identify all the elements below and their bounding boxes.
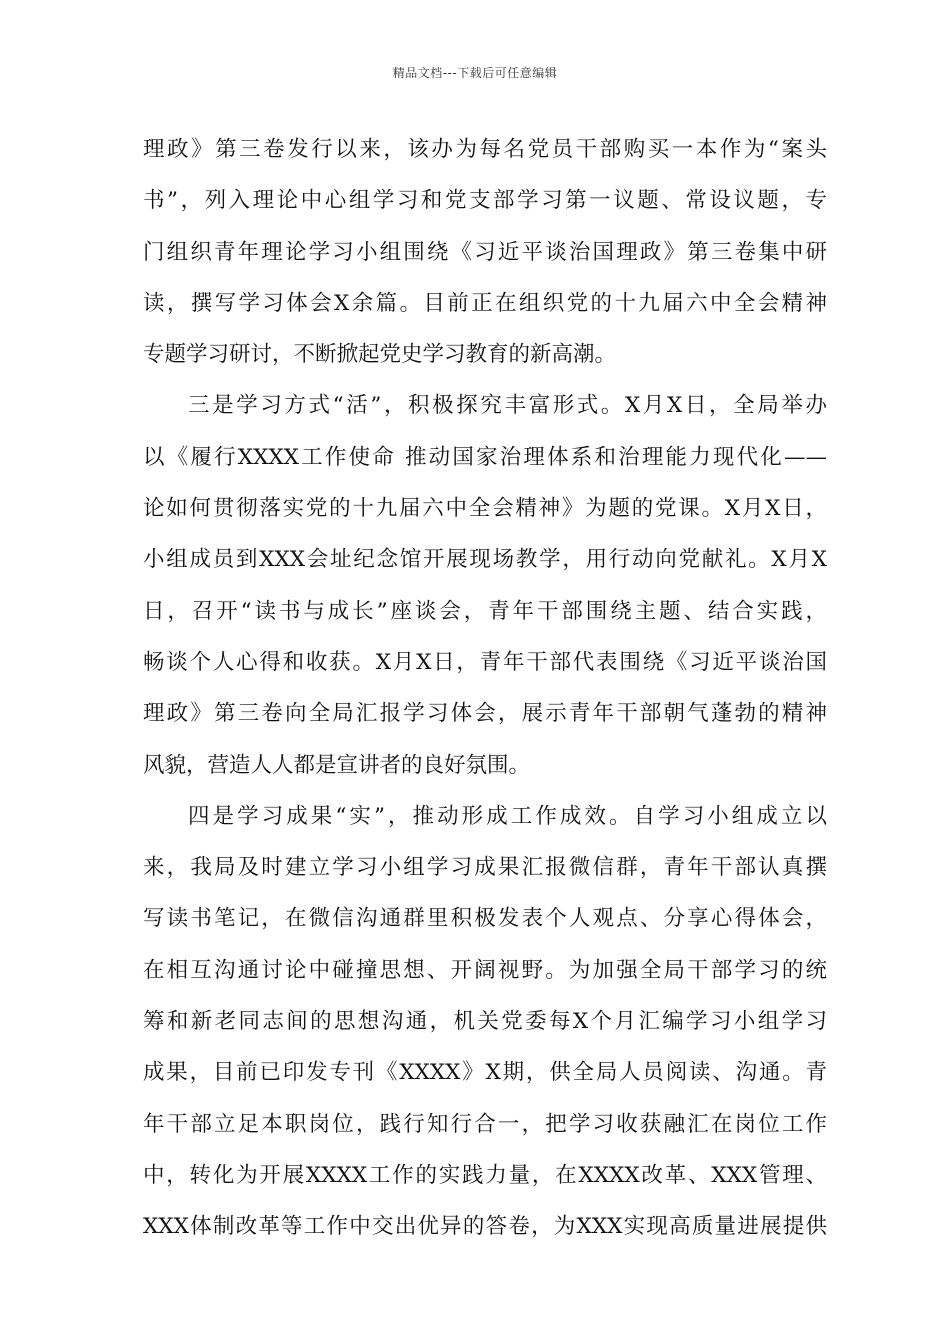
text-line: 中，转化为开展XXXX工作的实践力量，在XXXX改革、XXX管理、 <box>143 1162 827 1188</box>
document-header: 精品文档---下载后可任意编辑 <box>392 66 558 80</box>
text-line: 理政》第三卷发行以来，该办为每名党员干部购买一本作为“案头 <box>143 137 827 162</box>
paragraph-start-line: 三是学习方式“活”，积极探究丰富形式。X月X日，全局举办 <box>188 393 827 419</box>
text-line: 论如何贯彻落实党的十九届六中全会精神》为题的党课。X月X日， <box>143 496 827 522</box>
text-line: 来，我局及时建立学习小组学习成果汇报微信群，青年干部认真撰 <box>143 855 827 881</box>
text-line: 在相互沟通讨论中碰撞思想、开阔视野。为加强全局干部学习的统 <box>143 957 827 983</box>
text-line: 年干部立足本职岗位，践行知行合一，把学习收获融汇在岗位工作 <box>143 1111 827 1137</box>
text-line: 小组成员到XXX会址纪念馆开展现场教学，用行动向党献礼。X月X <box>143 547 827 573</box>
text-line: 筹和新老同志间的思想沟通，机关党委每X个月汇编学习小组学习 <box>143 1009 827 1035</box>
paragraph-start-line: 四是学习成果“实”，推动形成工作成效。自学习小组成立以 <box>188 803 827 829</box>
text-line: 理政》第三卷向全局汇报学习体会，展示青年干部朝气蓬勃的精神 <box>143 701 827 727</box>
document-body <box>143 124 827 1253</box>
text-line: 写读书笔记，在微信沟通群里积极发表个人观点、分享心得体会， <box>143 906 827 932</box>
text-line: 日，召开“读书与成长”座谈会，青年干部围绕主题、结合实践， <box>143 598 827 624</box>
text-line: 风貌，营造人人都是宣讲者的良好氛围。 <box>143 752 531 778</box>
text-line: 读，撰写学习体会X余篇。目前正在组织党的十九届六中全会精神 <box>143 290 827 316</box>
text-line: 门组织青年理论学习小组围绕《习近平谈治国理政》第三卷集中研 <box>143 239 827 265</box>
text-line: XXX体制改革等工作中交出优异的答卷，为XXX实现高质量进展提供 <box>143 1214 827 1240</box>
text-line: 专题学习研讨，不断掀起党史学习教育的新高潮。 <box>143 342 617 368</box>
text-line: 书”，列入理论中心组学习和党支部学习第一议题、常设议题，专 <box>143 188 827 214</box>
text-line: 以《履行XXXX工作使命 推动国家治理体系和治理能力现代化—— <box>143 444 827 470</box>
text-line: 成果，目前已印发专刊《XXXX》X期，供全局人员阅读、沟通。青 <box>143 1060 827 1086</box>
text-line: 畅谈个人心得和收获。X月X日，青年干部代表围绕《习近平谈治国 <box>143 649 827 675</box>
